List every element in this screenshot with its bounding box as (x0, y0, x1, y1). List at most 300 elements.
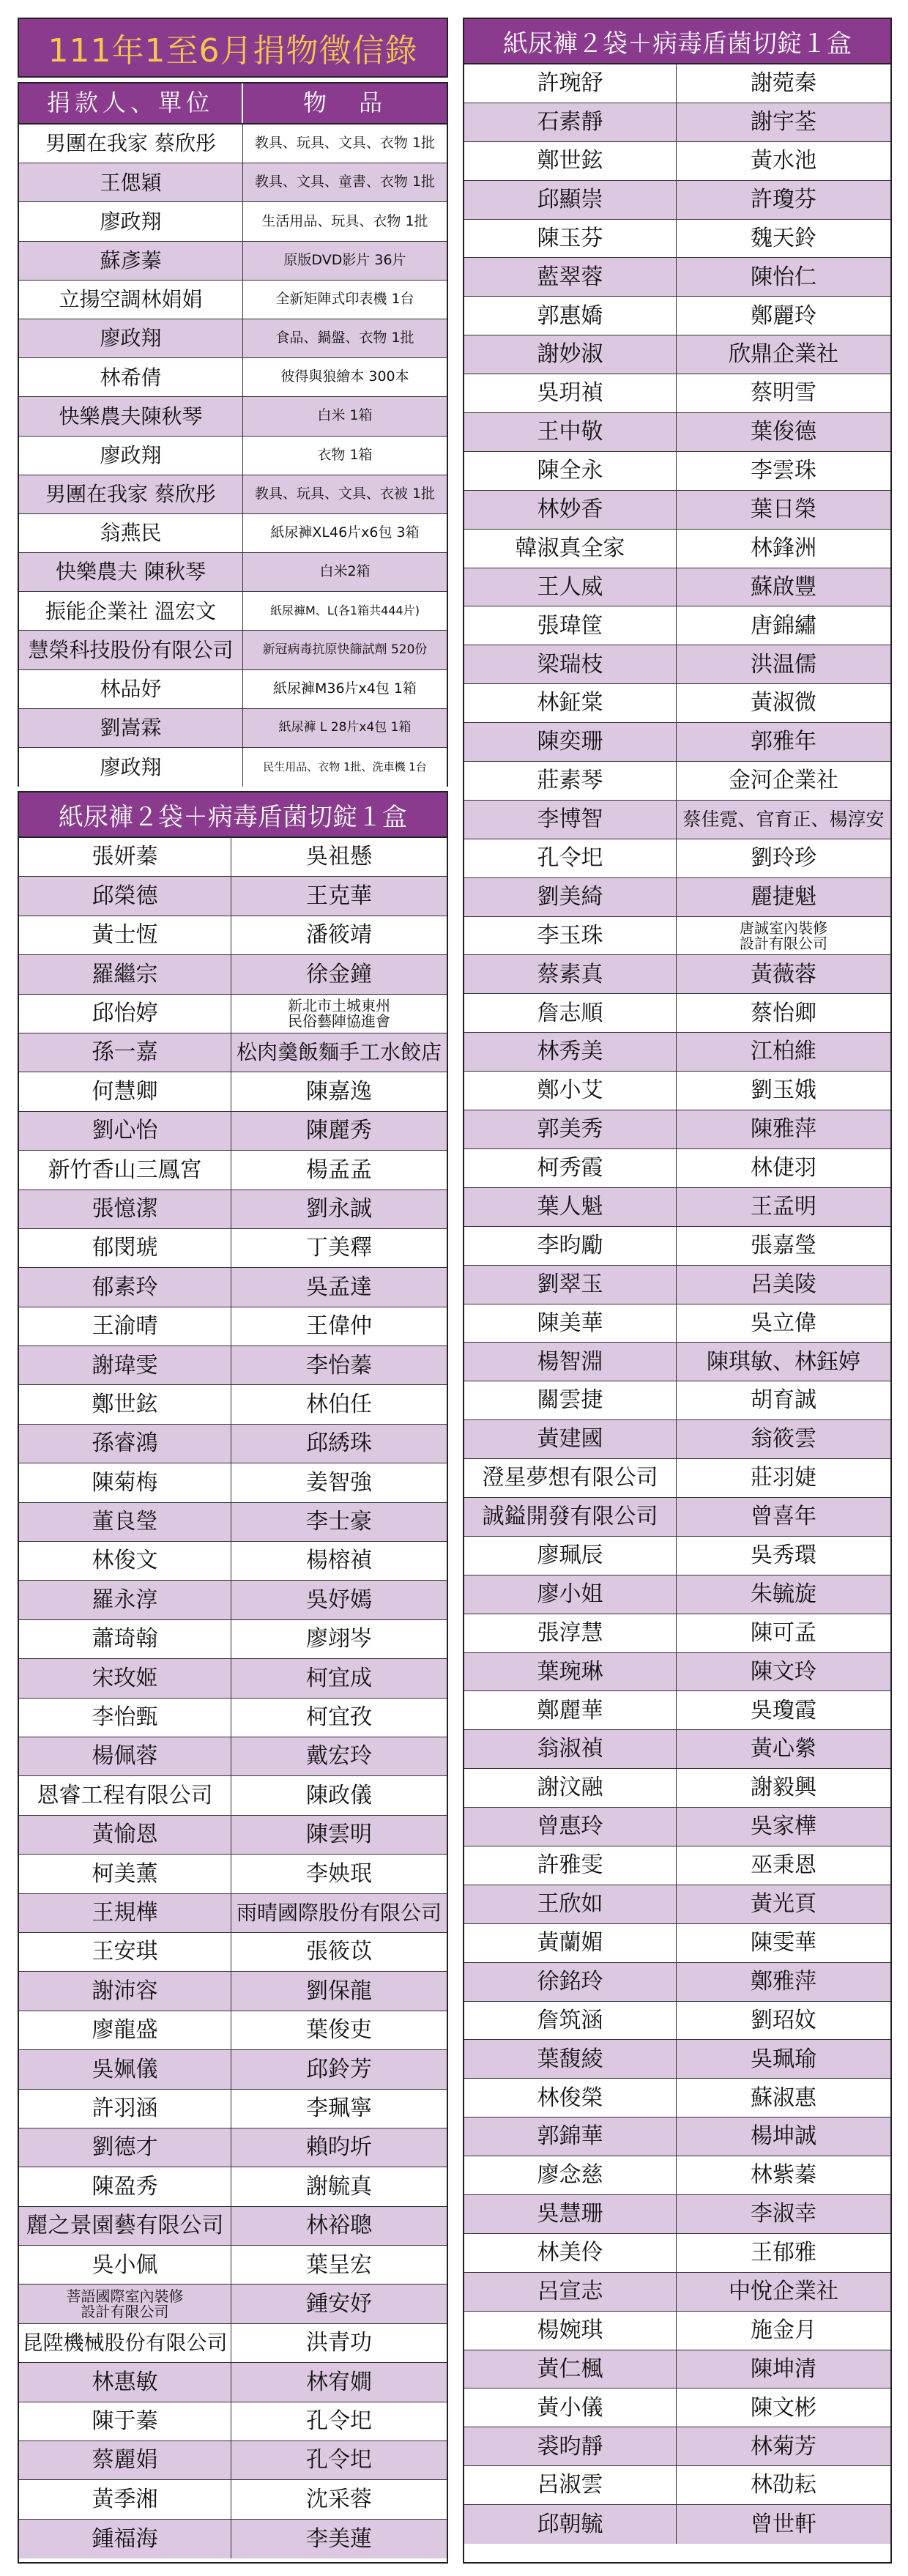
donor-name-cell: 王中敬 (464, 413, 677, 451)
donor-name-cell: 廖政翔 (19, 319, 243, 357)
left-list-row (19, 838, 447, 877)
donor-name-cell: 洪温儒 (751, 651, 816, 678)
left-list-row (19, 2011, 447, 2050)
donor-name-cell: 王欣如 (464, 1885, 677, 1923)
donor-name-cell: 林紫蓁 (751, 2162, 816, 2189)
donor-name-cell: 松肉羹飯麵手工水餃店 (236, 1040, 442, 1065)
left-list-row (19, 1346, 447, 1385)
left-list-row (19, 1190, 447, 1229)
donor-name-cell: 李姎珉 (306, 1860, 372, 1887)
donor-name-cell: 吳珮瑜 (751, 2046, 816, 2072)
donor-name-cell: 洪青功 (306, 2330, 372, 2356)
donor-name-cell: 吳祖懸 (306, 844, 372, 870)
donor-name-cell: 林倢羽 (751, 1155, 816, 1181)
donor-name-cell: 林劭耘 (751, 2472, 816, 2498)
donor-name-cell: 男團在我家 蔡欣彤 (19, 125, 243, 163)
left-list-row (19, 1268, 447, 1307)
donor-name-cell: 翁筱雲 (751, 1426, 816, 1452)
donor-name-cell: 吳慧珊 (464, 2195, 677, 2233)
donor-name-cell: 金河企業社 (729, 768, 838, 794)
donor-name-cell: 郁閔琥 (19, 1229, 231, 1267)
right-list-row (464, 220, 890, 259)
donor-name-cell: 陳菊梅 (19, 1463, 231, 1502)
donor-name-cell: 林俊榮 (464, 2079, 677, 2117)
right-list-row (464, 1304, 890, 1343)
donor-name-cell: 葉俊吏 (306, 2017, 372, 2044)
donor-name-cell: 吳孟達 (306, 1274, 372, 1300)
right-list-row (464, 2040, 890, 2079)
donor-name-cell: 呂宣志 (464, 2273, 677, 2311)
right-list-row (464, 2388, 890, 2427)
donor-name-cell: 欣鼎企業社 (729, 341, 838, 368)
right-list-row (464, 917, 890, 956)
left-list-row (19, 1151, 447, 1189)
donor-name-cell: 廖念慈 (464, 2156, 677, 2194)
items-table-row (19, 437, 447, 475)
left-list-body (19, 838, 447, 2558)
donor-name-cell: 菩語國際室內裝修 設計有限公司 (19, 2284, 231, 2323)
donor-name-cell: 戴宏玲 (306, 1743, 372, 1770)
donor-name-cell: 柯宜成 (306, 1665, 372, 1691)
right-list-row (464, 1691, 890, 1730)
item-column-header: 物 品 (302, 89, 387, 117)
right-list-row (464, 1343, 890, 1381)
donor-name-cell: 葉馥綾 (464, 2040, 677, 2078)
donor-name-cell: 陳玉芬 (464, 220, 677, 258)
donor-name-cell: 廖小姐 (464, 1575, 677, 1614)
right-list-row (464, 491, 890, 530)
left-list-row (19, 1542, 447, 1581)
donor-name-cell: 謝瑋雯 (19, 1346, 231, 1384)
donor-name-cell: 陳奕珊 (464, 723, 677, 761)
donor-name-cell: 謝毅興 (751, 1775, 816, 1801)
left-list-row (19, 1503, 447, 1542)
donor-name-cell: 葉俊德 (751, 419, 816, 445)
right-list-row (464, 1653, 890, 1692)
donor-name-cell: 陳雅萍 (751, 1116, 816, 1143)
donor-name-cell: 楊榕禎 (306, 1548, 372, 1574)
donor-name-cell: 丁美釋 (306, 1235, 372, 1261)
donor-name-cell: 王克華 (306, 883, 372, 909)
donor-name-cell: 許瓊芬 (751, 186, 816, 212)
donor-name-cell: 黃小儀 (464, 2388, 677, 2427)
donor-name-cell: 黃士恆 (19, 916, 231, 954)
donor-name-cell: 曾喜年 (751, 1504, 816, 1530)
donor-name-cell: 梁瑞枝 (464, 645, 677, 683)
donor-name-cell: 關雲捷 (464, 1381, 677, 1419)
right-list-row (464, 1575, 890, 1614)
right-donor-list (463, 18, 892, 2564)
donor-name-cell: 邱怡婷 (19, 995, 231, 1033)
donor-name-cell: 謝汶融 (464, 1769, 677, 1807)
donor-name-cell: 羅繼宗 (19, 955, 231, 993)
donor-name-cell: 劉玉娥 (751, 1077, 816, 1104)
left-list-row (19, 1659, 447, 1698)
donor-name-cell: 鍾福海 (19, 2520, 231, 2558)
right-list-row (464, 606, 890, 645)
right-list-row (464, 1846, 890, 1885)
donor-name-cell: 恩睿工程有限公司 (19, 1776, 231, 1814)
donor-name-cell: 新竹香山三鳳宮 (19, 1151, 231, 1189)
donor-column-header: 捐款人、單位 (19, 83, 243, 123)
donor-name-cell: 沈采蓉 (306, 2486, 372, 2512)
donor-name-cell: 陳琪敏、林鈺婷 (707, 1348, 860, 1375)
donor-name-cell: 劉嵩霖 (19, 709, 243, 747)
items-table (18, 82, 448, 787)
donor-name-cell: 葉琬琳 (464, 1653, 677, 1691)
left-list-row (19, 1112, 447, 1151)
donor-name-cell: 王安琪 (19, 1933, 231, 1971)
donor-name-cell: 張瑋筐 (464, 606, 677, 645)
right-list-row (464, 1537, 890, 1575)
donor-name-cell: 蘇彥蓁 (19, 242, 243, 280)
donor-name-cell: 劉保龍 (306, 1978, 372, 2004)
donor-name-cell: 陳于蓁 (19, 2402, 231, 2440)
donor-name-cell: 邱榮德 (19, 877, 231, 915)
donor-name-cell: 雨晴國際股份有限公司 (236, 1901, 442, 1926)
donor-name-cell: 李珮寧 (306, 2095, 372, 2121)
left-list-row (19, 955, 447, 994)
right-list-row (464, 297, 890, 335)
right-list-row (464, 1381, 890, 1420)
donor-name-cell: 劉德才 (19, 2128, 231, 2167)
donor-name-cell: 鄭雅萍 (751, 1968, 816, 1994)
donor-name-cell: 吳立偉 (751, 1310, 816, 1336)
donor-name-cell: 王孟明 (751, 1194, 816, 1220)
donor-name-cell: 孔令圯 (464, 839, 677, 877)
donor-name-cell: 昆陞機械股份有限公司 (19, 2324, 231, 2362)
right-list-body (464, 64, 890, 2544)
right-list-row (464, 801, 890, 839)
donor-name-cell: 孫睿鴻 (19, 1425, 231, 1463)
right-list-row (464, 2312, 890, 2350)
donor-name-cell: 張妍蓁 (19, 838, 231, 876)
donor-name-cell: 姜智強 (306, 1469, 372, 1496)
right-list-row (464, 1110, 890, 1149)
right-list-row (464, 994, 890, 1033)
items-table-row (19, 475, 447, 514)
items-table-body (19, 125, 447, 787)
right-list-row (464, 1459, 890, 1498)
items-table-row (19, 592, 447, 631)
donor-name-cell: 孔令圯 (306, 2447, 372, 2473)
donor-name-cell: 李雲珠 (751, 458, 816, 484)
left-list-title: 紙尿褲２袋＋病毒盾菌切錠１盒 (19, 793, 447, 838)
right-list-row (464, 1072, 890, 1110)
donor-name-cell: 劉心怡 (19, 1112, 231, 1150)
donor-name-cell: 黃光頁 (751, 1891, 816, 1918)
donor-name-cell: 葉呈宏 (306, 2252, 372, 2278)
donor-name-cell: 詹筑涵 (464, 2002, 677, 2040)
items-table-row (19, 125, 447, 163)
donor-name-cell: 劉玲珍 (751, 845, 816, 871)
donor-name-cell: 黃季湘 (19, 2480, 231, 2518)
donor-name-cell: 李士豪 (306, 1509, 372, 1535)
right-list-row (464, 103, 890, 142)
donor-name-cell: 黃心縈 (751, 1736, 816, 1762)
right-list-row (464, 839, 890, 878)
donor-name-cell: 劉玿妏 (751, 2007, 816, 2033)
donor-name-cell: 唐誠室內裝修 設計有限公司 (740, 918, 827, 952)
right-list-row (464, 2427, 890, 2466)
left-list-row (19, 1425, 447, 1463)
right-list-row (464, 723, 890, 762)
donor-name-cell: 郭雅年 (751, 729, 816, 755)
donor-name-cell: 徐金鐘 (306, 961, 372, 987)
right-list-row (464, 2079, 890, 2117)
donor-name-cell: 許羽涵 (19, 2090, 231, 2128)
items-table-row (19, 358, 447, 397)
left-list-row (19, 1699, 447, 1737)
item-description-cell: 紙尿褲XL46片x6包 3箱 (270, 524, 420, 541)
right-list-row (464, 1498, 890, 1537)
donor-name-cell: 鄭麗華 (464, 1691, 677, 1729)
donor-name-cell: 邱朝毓 (464, 2505, 677, 2544)
donor-name-cell: 謝毓真 (306, 2173, 372, 2200)
right-list-row (464, 1963, 890, 2002)
right-list-row (464, 413, 890, 452)
donor-name-cell: 何慧卿 (19, 1072, 231, 1110)
donor-name-cell: 李怡蓁 (306, 1352, 372, 1378)
donor-name-cell: 蔡佳霓、官育正、楊淳安 (682, 808, 885, 830)
left-list-row (19, 2402, 447, 2441)
donor-name-cell: 李美蓮 (306, 2525, 372, 2552)
right-list-row (464, 2505, 890, 2544)
donor-name-cell: 李博智 (464, 801, 677, 839)
left-list-row (19, 995, 447, 1033)
left-list-row (19, 1776, 447, 1815)
donor-name-cell: 吳家樺 (751, 1814, 816, 1840)
donor-name-cell: 楊婉琪 (464, 2312, 677, 2350)
donor-name-cell: 林鉦棠 (464, 684, 677, 722)
right-list-row (464, 1149, 890, 1188)
right-list-row (464, 452, 890, 491)
items-table-header (19, 83, 447, 125)
donor-name-cell: 呂美陵 (751, 1271, 816, 1297)
item-description-cell: 食品、鍋盤、衣物 1批 (275, 330, 414, 346)
donor-name-cell: 廖政翔 (19, 202, 243, 240)
donor-name-cell: 林宥嫺 (306, 2369, 372, 2395)
right-list-row (464, 1808, 890, 1846)
donor-name-cell: 黃淑微 (751, 690, 816, 716)
right-list-row (464, 2273, 890, 2312)
donor-name-cell: 胡育誠 (751, 1387, 816, 1414)
right-list-row (464, 1885, 890, 1924)
donor-name-cell: 快樂農夫 陳秋琴 (19, 553, 243, 591)
donor-name-cell: 澄星夢想有限公司 (464, 1459, 677, 1497)
item-description-cell: 教具、玩具、文具、衣被 1批 (254, 485, 436, 502)
donor-name-cell: 陳麗秀 (306, 1118, 372, 1144)
donor-name-cell: 鄭世鉉 (19, 1385, 231, 1423)
donor-name-cell: 陳全永 (464, 452, 677, 490)
donor-name-cell: 李怡甄 (19, 1699, 231, 1737)
donor-name-cell: 孔令圯 (306, 2408, 372, 2435)
donor-name-cell: 唐錦繡 (751, 612, 816, 639)
donor-name-cell: 翁燕民 (19, 514, 243, 552)
left-list-row (19, 1855, 447, 1893)
donor-name-cell: 蔡明雪 (751, 380, 816, 407)
donor-name-cell: 黃水池 (751, 147, 816, 174)
item-description-cell: 白米2箱 (319, 563, 371, 580)
donor-name-cell: 謝宇荃 (751, 109, 816, 136)
donor-name-cell: 黃建國 (464, 1420, 677, 1458)
donor-name-cell: 董良瑩 (19, 1503, 231, 1541)
donor-name-cell: 曾惠玲 (464, 1808, 677, 1846)
donor-name-cell: 吳玥禎 (464, 374, 677, 412)
left-donor-list (18, 791, 448, 2564)
donor-name-cell: 江柏維 (751, 1039, 816, 1065)
donor-name-cell: 詹志順 (464, 994, 677, 1032)
donor-name-cell: 鄭麗玲 (751, 302, 816, 329)
donor-name-cell: 林裕聰 (306, 2213, 372, 2239)
items-table-row (19, 202, 447, 241)
donor-name-cell: 廖政翔 (19, 437, 243, 475)
right-list-row (464, 2234, 890, 2273)
items-table-row (19, 709, 447, 748)
donor-name-cell: 林希倩 (19, 358, 243, 396)
donor-name-cell: 莊素琴 (464, 762, 677, 800)
item-description-cell: 教具、玩具、文具、衣物 1批 (254, 135, 436, 152)
left-list-row (19, 2520, 447, 2558)
donor-name-cell: 麗之景園藝有限公司 (19, 2207, 231, 2245)
left-list-row (19, 2441, 447, 2480)
left-list-row (19, 1385, 447, 1424)
donor-name-cell: 邱鈴芳 (306, 2056, 372, 2082)
donor-name-cell: 陳怡仁 (751, 264, 816, 290)
right-list-row (464, 181, 890, 220)
donor-name-cell: 郁素玲 (19, 1268, 231, 1306)
item-description-cell: 生活用品、玩具、衣物 1批 (261, 212, 428, 229)
left-list-row (19, 916, 447, 955)
donor-name-cell: 巫秉恩 (751, 1852, 816, 1879)
donor-name-cell: 林鋒洲 (751, 535, 816, 561)
donor-name-cell: 廖政翔 (19, 748, 243, 787)
donor-name-cell: 陳雯華 (751, 1929, 816, 1956)
left-list-row (19, 2324, 447, 2363)
donor-name-cell: 新北市土城東州 民俗藝陣協進會 (288, 996, 390, 1030)
donor-name-cell: 黃蘭媚 (464, 1924, 677, 1962)
right-list-row (464, 955, 890, 994)
left-list-row (19, 1972, 447, 2011)
items-table-row (19, 514, 447, 553)
left-list-row (19, 1307, 447, 1346)
donor-name-cell: 許雅雯 (464, 1846, 677, 1885)
donor-name-cell: 蘇啟豐 (751, 574, 816, 600)
donor-name-cell: 林俊文 (19, 1542, 231, 1580)
donor-name-cell: 劉翠玉 (464, 1266, 677, 1304)
left-list-row (19, 2207, 447, 2246)
items-table-row (19, 319, 447, 358)
right-list-row (464, 2002, 890, 2041)
donor-name-cell: 郭美秀 (464, 1110, 677, 1148)
page-title: 111年1至6月捐物徵信錄 (18, 18, 448, 78)
right-list-row (464, 645, 890, 684)
donor-name-cell: 郭錦華 (464, 2117, 677, 2156)
donor-name-cell: 邱綉珠 (306, 1430, 372, 1457)
donor-name-cell: 郭惠嬌 (464, 297, 677, 335)
donor-name-cell: 孫一嘉 (19, 1033, 231, 1072)
left-list-row (19, 1816, 447, 1855)
donor-name-cell: 吳瓊霞 (751, 1697, 816, 1723)
donor-name-cell: 陳可孟 (751, 1619, 816, 1646)
right-list-row (464, 2466, 890, 2505)
donor-name-cell: 蕭琦翰 (19, 1620, 231, 1658)
left-list-row (19, 1229, 447, 1268)
donor-name-cell: 林品妤 (19, 670, 243, 708)
items-table-row (19, 748, 447, 787)
donor-name-cell: 楊佩蓉 (19, 1737, 231, 1775)
donor-name-cell: 陳文彬 (751, 2394, 816, 2421)
right-list-row (464, 258, 890, 297)
right-list-row (464, 1188, 890, 1227)
donor-name-cell: 張筱苡 (306, 1939, 372, 1965)
donor-name-cell: 柯美薰 (19, 1855, 231, 1893)
donor-name-cell: 慧榮科技股份有限公司 (19, 631, 243, 669)
right-list-row (464, 1266, 890, 1304)
item-description-cell: 全新矩陣式印表機 1台 (275, 290, 414, 307)
left-list-row (19, 2090, 447, 2128)
right-list-row (464, 374, 890, 413)
donor-name-cell: 王偉仲 (306, 1313, 372, 1340)
donor-name-cell: 廖珮辰 (464, 1537, 677, 1575)
right-list-row (464, 1769, 890, 1808)
items-table-row (19, 281, 447, 319)
donor-name-cell: 林妙香 (464, 491, 677, 529)
donor-name-cell: 李玉珠 (464, 917, 677, 955)
donor-name-cell: 陳政儀 (306, 1782, 372, 1808)
right-list-row (464, 64, 890, 103)
donor-name-cell: 徐銘玲 (464, 1963, 677, 2001)
donor-name-cell: 韓淑真全家 (464, 530, 677, 568)
right-list-row (464, 1614, 890, 1653)
donor-name-cell: 張憶潔 (19, 1190, 231, 1228)
donor-name-cell: 葉日榮 (751, 496, 816, 522)
donor-name-cell: 朱毓旋 (751, 1581, 816, 1607)
item-description-cell: 衣物 1箱 (317, 446, 373, 463)
donor-name-cell: 羅永淳 (19, 1581, 231, 1619)
donor-name-cell: 誠鎰開發有限公司 (464, 1498, 677, 1536)
donor-name-cell: 黃仁楓 (464, 2350, 677, 2388)
donor-name-cell: 藍翠蓉 (464, 258, 677, 296)
items-table-row (19, 163, 447, 202)
item-description-cell: 彼得與狼繪本 300本 (280, 368, 409, 385)
left-list-row (19, 2480, 447, 2519)
donor-name-cell: 劉美綺 (464, 878, 677, 916)
donor-name-cell: 中悅企業社 (729, 2278, 838, 2304)
donor-name-cell: 許琬舒 (464, 64, 677, 103)
donor-name-cell: 王人威 (464, 568, 677, 606)
donor-name-cell: 林美伶 (464, 2234, 677, 2272)
donor-name-cell: 謝沛容 (19, 1972, 231, 2010)
items-table-row (19, 397, 447, 436)
donor-name-cell: 賴昀圻 (306, 2134, 372, 2161)
donor-name-cell: 廖龍盛 (19, 2011, 231, 2049)
donor-name-cell: 陳文玲 (751, 1658, 816, 1685)
donor-name-cell: 王規樺 (19, 1894, 231, 1932)
items-table-row (19, 631, 447, 669)
donor-name-cell: 呂淑雲 (464, 2466, 677, 2504)
right-list-row (464, 2156, 890, 2195)
left-list-row (19, 1033, 447, 1072)
donor-name-cell: 邱顯崇 (464, 181, 677, 219)
right-list-row (464, 142, 890, 181)
donor-name-cell: 林伯任 (306, 1391, 372, 1417)
right-list-row (464, 530, 890, 568)
donor-name-cell: 林惠敏 (19, 2363, 231, 2401)
donor-name-cell: 王渝晴 (19, 1307, 231, 1345)
donor-name-cell: 謝妙淑 (464, 335, 677, 374)
donor-name-cell: 柯宜孜 (306, 1704, 372, 1731)
